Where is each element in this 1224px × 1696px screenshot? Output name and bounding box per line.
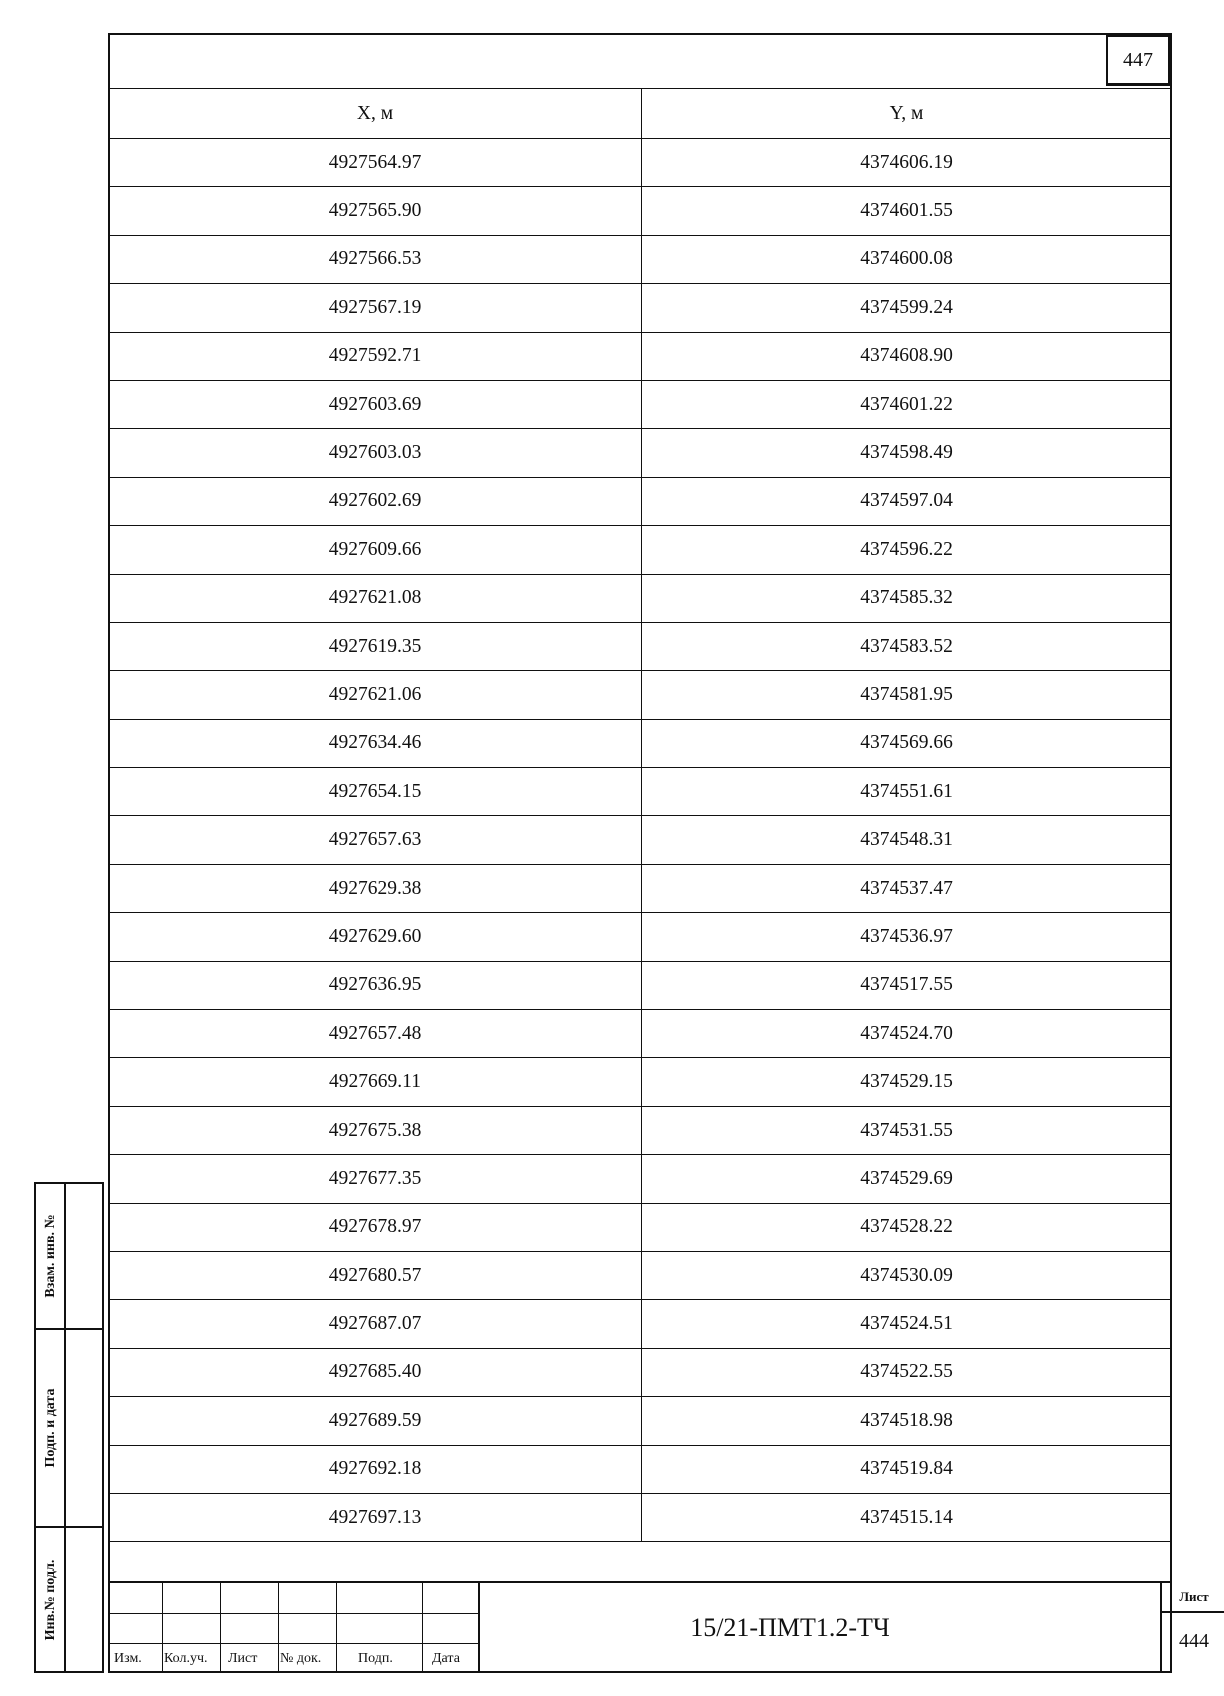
cell-x: 4927603.69 [109,380,642,428]
side-approval-strip [34,1182,104,1673]
side-label-column [36,1184,66,1328]
cell-x: 4927697.13 [109,1493,642,1541]
cell-x: 4927675.38 [109,1106,642,1154]
table-row [109,284,1172,332]
grid-line [422,1583,423,1673]
col-label-data: Дата [432,1651,460,1666]
table-row [109,1251,1172,1299]
cell-y: 4374517.55 [642,961,1172,1009]
cell-y: 4374528.22 [642,1203,1172,1251]
cell-y: 4374531.55 [642,1106,1172,1154]
cell-x: 4927565.90 [109,187,642,235]
cell-x: 4927654.15 [109,768,642,816]
table-row [109,187,1172,235]
side-cell-podp [36,1330,102,1528]
table-row [109,768,1172,816]
cell-x: 4927685.40 [109,1348,642,1396]
table-row [109,139,1172,187]
cell-x: 4927629.60 [109,913,642,961]
grid-line [278,1583,279,1673]
table-row [109,1203,1172,1251]
side-label-vzam: Взам. инв. № [43,1214,58,1298]
cell-x: 4927692.18 [109,1445,642,1493]
cell-x: 4927592.71 [109,332,642,380]
cell-x: 4927566.53 [109,235,642,283]
cell-y: 4374529.15 [642,1058,1172,1106]
cell-x: 4927636.95 [109,961,642,1009]
table-row [109,1493,1172,1541]
side-cell-inv [36,1528,102,1671]
cell-y: 4374569.66 [642,719,1172,767]
table-row [109,622,1172,670]
cell-x: 4927564.97 [109,139,642,187]
sheet-label: Лист [1179,1589,1209,1604]
title-block [108,1581,1209,1673]
cell-y: 4374519.84 [642,1445,1172,1493]
top-page-number: 447 [1106,35,1170,86]
cell-x: 4927680.57 [109,1251,642,1299]
coordinates-table [108,88,1172,1542]
table-row [109,671,1172,719]
table-row [109,235,1172,283]
cell-y: 4374524.70 [642,1010,1172,1058]
cell-y: 4374515.14 [642,1493,1172,1541]
cell-y: 4374581.95 [642,671,1172,719]
table-row [109,1155,1172,1203]
cell-x: 4927603.03 [109,429,642,477]
cell-y: 4374597.04 [642,477,1172,525]
cell-y: 4374530.09 [642,1251,1172,1299]
cell-x: 4927657.63 [109,816,642,864]
table-row [109,526,1172,574]
cell-x: 4927689.59 [109,1397,642,1445]
table-row [109,913,1172,961]
cell-y: 4374599.24 [642,284,1172,332]
col-label-izm: Изм. [114,1651,142,1666]
table-row [109,477,1172,525]
cell-y: 4374608.90 [642,332,1172,380]
cell-y: 4374596.22 [642,526,1172,574]
cell-y: 4374601.55 [642,187,1172,235]
revision-grid [108,1583,480,1673]
side-cell-vzam [36,1184,102,1330]
cell-x: 4927657.48 [109,1010,642,1058]
cell-y: 4374600.08 [642,235,1172,283]
side-label-column [36,1330,66,1526]
cell-x: 4927678.97 [109,1203,642,1251]
cell-y: 4374606.19 [642,139,1172,187]
table-body [109,139,1172,1542]
col-label-doc-no: № док. [280,1651,322,1666]
cell-y: 4374537.47 [642,864,1172,912]
cell-x: 4927621.08 [109,574,642,622]
cell-y: 4374536.97 [642,913,1172,961]
header-y: Y, м [642,89,1172,139]
table-row [109,816,1172,864]
col-label-kol-uch: Кол.уч. [164,1651,208,1666]
cell-y: 4374522.55 [642,1348,1172,1396]
sheet-number: 444 [1179,1630,1209,1652]
cell-x: 4927609.66 [109,526,642,574]
table-row [109,961,1172,1009]
cell-x: 4927677.35 [109,1155,642,1203]
table-row [109,1348,1172,1396]
sheet-box-divider [1160,1583,1162,1673]
table-row [109,429,1172,477]
table-row [109,1397,1172,1445]
cell-y: 4374598.49 [642,429,1172,477]
side-label-column [36,1528,66,1671]
cell-x: 4927619.35 [109,622,642,670]
cell-y: 4374518.98 [642,1397,1172,1445]
cell-x: 4927687.07 [109,1300,642,1348]
table-header-row [109,89,1172,139]
table-row [109,574,1172,622]
grid-line [220,1583,221,1673]
cell-x: 4927629.38 [109,864,642,912]
table-row [109,1010,1172,1058]
cell-y: 4374583.52 [642,622,1172,670]
col-label-list: Лист [228,1651,258,1666]
grid-line [336,1583,337,1673]
col-label-podp: Подп. [358,1651,393,1666]
cell-y: 4374548.31 [642,816,1172,864]
document-code: 15/21-ПМТ1.2-ТЧ [690,1613,890,1642]
header-x: X, м [109,89,642,139]
table-row [109,332,1172,380]
table-row [109,1300,1172,1348]
grid-line [162,1583,163,1673]
table-row [109,719,1172,767]
grid-line [108,1613,480,1614]
table-row [109,380,1172,428]
cell-x: 4927602.69 [109,477,642,525]
side-label-inv: Инв.№ подл. [43,1559,58,1640]
table-row [109,864,1172,912]
table-row [109,1445,1172,1493]
cell-y: 4374524.51 [642,1300,1172,1348]
cell-y: 4374551.61 [642,768,1172,816]
table-row [109,1058,1172,1106]
cell-x: 4927567.19 [109,284,642,332]
cell-x: 4927634.46 [109,719,642,767]
cell-y: 4374585.32 [642,574,1172,622]
grid-line [108,1643,480,1644]
cell-x: 4927669.11 [109,1058,642,1106]
cell-y: 4374529.69 [642,1155,1172,1203]
side-label-podp: Подп. и дата [43,1388,58,1468]
table-row [109,1106,1172,1154]
cell-y: 4374601.22 [642,380,1172,428]
cell-x: 4927621.06 [109,671,642,719]
